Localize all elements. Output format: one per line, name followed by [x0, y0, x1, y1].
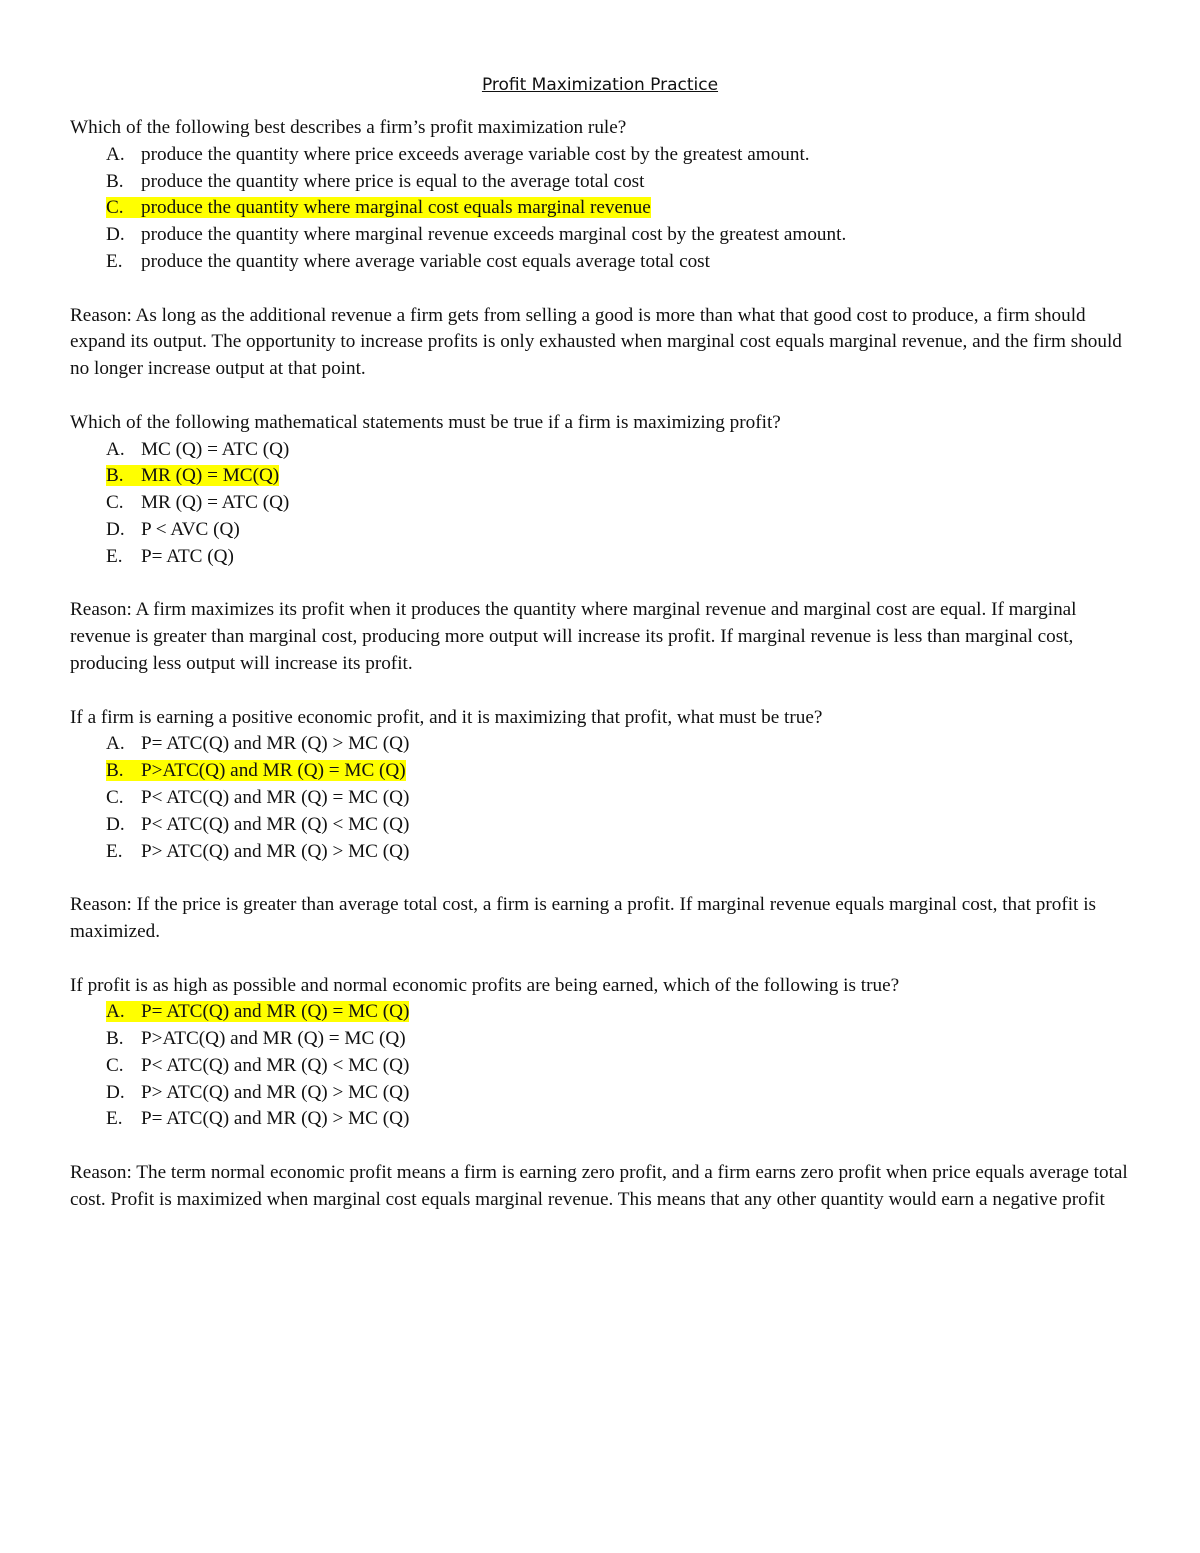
option-letter: B. — [106, 170, 124, 192]
option-text: MR (Q) = ATC (Q) — [141, 492, 290, 514]
option-letter: D. — [106, 813, 125, 835]
option-letter: E. — [106, 1108, 123, 1130]
options-list — [70, 437, 1132, 571]
option-item — [70, 437, 1132, 464]
option-text: P>ATC(Q) and MR (Q) = MC (Q) — [141, 760, 406, 782]
document-body — [70, 115, 1132, 1214]
option-letter: E. — [106, 250, 123, 272]
option-letter: A. — [106, 733, 125, 755]
option-text: P>ATC(Q) and MR (Q) = MC (Q) — [141, 1028, 406, 1050]
option-text: P= ATC(Q) and MR (Q) = MC (Q) — [141, 1001, 410, 1023]
option-item — [70, 758, 1132, 785]
option-item — [70, 222, 1132, 249]
option-item — [70, 1106, 1132, 1133]
option-item — [70, 999, 1132, 1026]
option-item — [70, 463, 1132, 490]
page-title — [0, 72, 1200, 98]
option-item — [70, 1026, 1132, 1053]
option-text: P= ATC(Q) and MR (Q) > MC (Q) — [141, 733, 410, 755]
page-title-text: Profit Maximization Practice — [481, 75, 719, 95]
option-text: P> ATC(Q) and MR (Q) > MC (Q) — [141, 840, 410, 862]
question-text: Which of the following mathematical statements must be true if a firm is maximizing profit? — [70, 411, 781, 433]
options-list — [70, 142, 1132, 276]
reason-text: Reason: As long as the additional revenue a firm gets from selling a good is more than what that good cost to produce, a firm should expand its output. The opportunity to increase profits is only exhausted when marginal cost equals marginal revenue, and the firm should no longer increase output at that point. — [70, 304, 1122, 380]
option-letter: D. — [106, 518, 125, 540]
question-block-4 — [70, 973, 1132, 1214]
option-text: produce the quantity where price is equal to the average total cost — [141, 170, 645, 192]
question-text: If profit is as high as possible and normal economic profits are being earned, which of the following is true? — [70, 974, 900, 996]
option-letter: A. — [106, 143, 125, 165]
reason-text: Reason: If the price is greater than average total cost, a firm is earning a profit. If marginal revenue equals marginal cost, that profit is maximized. — [70, 894, 1096, 942]
option-letter: C. — [106, 492, 124, 514]
option-text: P< ATC(Q) and MR (Q) = MC (Q) — [141, 786, 410, 808]
option-text: produce the quantity where price exceeds average variable cost by the greatest amount. — [141, 143, 810, 165]
option-letter: C. — [106, 197, 124, 219]
option-text: P< ATC(Q) and MR (Q) < MC (Q) — [141, 1054, 410, 1076]
reason-text: Reason: A firm maximizes its profit when it produces the quantity where marginal revenue and marginal cost are equal. If marginal revenue is greater than marginal cost, producing more output will increase its profit. If marginal revenue is less than marginal cost, producing less output will increase its profit. — [70, 599, 1077, 674]
option-letter: B. — [106, 760, 124, 782]
option-letter: D. — [106, 1081, 125, 1103]
question-text: Which of the following best describes a firm’s profit maximization rule? — [70, 117, 627, 138]
question-block-2 — [70, 410, 1132, 705]
option-item — [70, 1053, 1132, 1080]
option-item — [70, 1080, 1132, 1107]
option-item — [70, 169, 1132, 196]
option-text: P= ATC(Q) and MR (Q) > MC (Q) — [141, 1108, 410, 1130]
option-text: MC (Q) = ATC (Q) — [141, 438, 290, 460]
option-text: P> ATC(Q) and MR (Q) > MC (Q) — [141, 1081, 410, 1103]
question-text: If a firm is earning a positive economic profit, and it is maximizing that profit, what must be true? — [70, 706, 823, 728]
option-letter: C. — [106, 1054, 124, 1076]
option-item — [70, 812, 1132, 839]
option-item — [70, 490, 1132, 517]
option-letter: E. — [106, 840, 123, 862]
options-list — [70, 999, 1132, 1133]
option-text: produce the quantity where average variable cost equals average total cost — [141, 250, 710, 272]
option-letter: B. — [106, 465, 124, 487]
option-item — [70, 731, 1132, 758]
option-text: P< ATC(Q) and MR (Q) < MC (Q) — [141, 813, 410, 835]
option-letter: A. — [106, 438, 125, 460]
option-item — [70, 249, 1132, 276]
option-item — [70, 142, 1132, 169]
option-item — [70, 839, 1132, 866]
option-text: MR (Q) = MC(Q) — [141, 465, 280, 487]
reason-text: Reason: The term normal economic profit means a firm is earning zero profit, and a firm earns zero profit when price equals average total cost. Profit is maximized when marginal cost equals marginal revenue. This means that any other quantity would earn a negative profit — [70, 1162, 1128, 1210]
option-letter: E. — [106, 545, 123, 567]
question-block-1 — [70, 115, 1132, 410]
option-text: produce the quantity where marginal cost equals marginal revenue — [141, 197, 651, 219]
option-letter: B. — [106, 1028, 124, 1050]
option-item — [70, 544, 1132, 571]
question-block-3 — [70, 705, 1132, 973]
options-list — [70, 731, 1132, 865]
option-letter: A. — [106, 1001, 125, 1023]
option-item — [70, 785, 1132, 812]
option-item — [70, 195, 1132, 222]
option-letter: D. — [106, 224, 125, 246]
option-text: produce the quantity where marginal revenue exceeds marginal cost by the greatest amount. — [141, 224, 847, 246]
option-text: P= ATC (Q) — [141, 545, 234, 567]
option-letter: C. — [106, 786, 124, 808]
option-item — [70, 517, 1132, 544]
option-text: P < AVC (Q) — [141, 518, 240, 540]
